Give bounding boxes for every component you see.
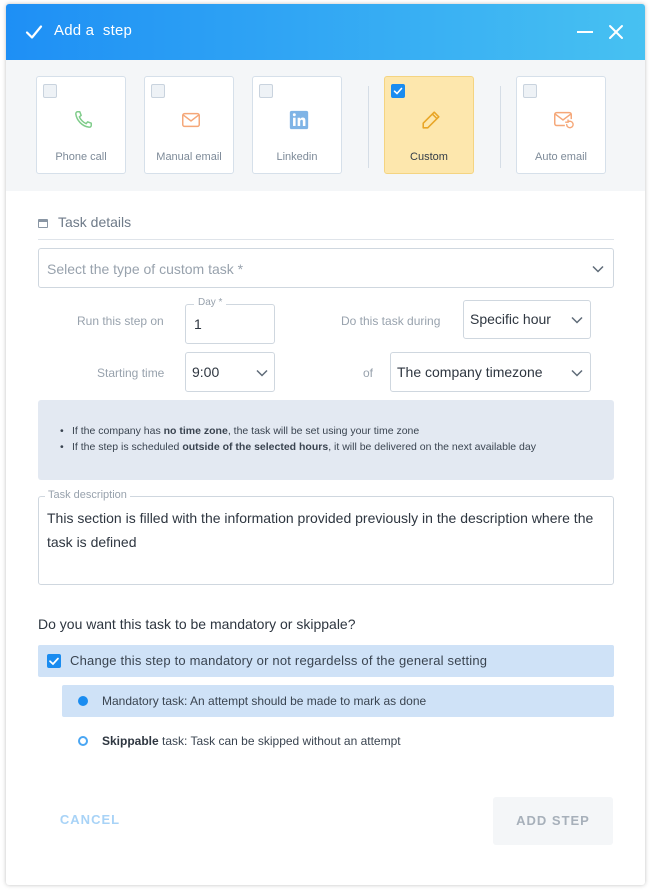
step-type-checkbox[interactable] xyxy=(523,84,537,98)
custom-task-type-placeholder: Select the type of custom task * xyxy=(47,261,244,277)
chevron-down-icon xyxy=(592,265,604,273)
task-description-label: Task description xyxy=(45,489,130,501)
auto-mail-icon xyxy=(552,109,574,131)
pencil-icon xyxy=(420,109,442,131)
chevron-down-icon xyxy=(256,369,268,377)
step-type-label: Phone call xyxy=(55,151,107,163)
timezone-value: The company timezone xyxy=(397,364,543,380)
task-details-title: Task details xyxy=(58,214,132,230)
step-type-label: Custom xyxy=(410,151,448,163)
step-type-label: Auto email xyxy=(535,151,587,163)
radio-unselected[interactable] xyxy=(78,736,88,746)
checkmark-icon xyxy=(392,85,404,97)
starting-time-value: 9:00 xyxy=(192,364,220,380)
step-type-selector xyxy=(6,60,645,191)
task-during-value: Specific hour xyxy=(470,311,551,327)
check-icon xyxy=(24,22,44,42)
day-label: Day * xyxy=(194,297,226,308)
add-step-modal xyxy=(6,4,645,885)
step-type-manual-email[interactable] xyxy=(144,76,234,174)
task-description-field[interactable] xyxy=(38,489,614,585)
step-type-checkbox[interactable] xyxy=(259,84,273,98)
step-type-phone-call[interactable] xyxy=(36,76,126,174)
divider xyxy=(38,239,614,240)
skippable-task-option[interactable] xyxy=(62,725,614,757)
info-line: • If the company has no time zone, the task will be set using your time zone xyxy=(60,423,536,439)
cancel-button[interactable]: CANCEL xyxy=(59,812,121,827)
step-type-auto-email[interactable] xyxy=(516,76,606,174)
starting-time-label: Starting time xyxy=(97,366,165,380)
step-type-label: Linkedin xyxy=(276,151,318,163)
day-input[interactable] xyxy=(185,297,275,344)
mandatory-override-row[interactable] xyxy=(38,645,614,677)
step-type-checkbox[interactable] xyxy=(391,84,405,98)
of-label: of xyxy=(363,366,374,380)
step-type-checkbox[interactable] xyxy=(151,84,165,98)
skippable-task-text: Skippable task: Task can be skipped without an attempt xyxy=(102,734,401,748)
mandatory-override-checkbox[interactable] xyxy=(47,654,61,668)
task-description-text: This section is filled with the information provided previously in the description where the task is defined xyxy=(47,510,594,550)
day-value: 1 xyxy=(194,316,202,332)
step-type-checkbox[interactable] xyxy=(43,84,57,98)
divider xyxy=(500,86,501,168)
chevron-down-icon xyxy=(571,369,583,377)
step-type-custom[interactable] xyxy=(384,76,474,174)
run-step-on-label: Run this step on xyxy=(77,314,164,328)
info-line: • If the step is scheduled outside of the selected hours, it will be delivered on the next available day xyxy=(60,439,536,455)
timezone-select[interactable] xyxy=(390,352,591,392)
task-during-label: Do this task during xyxy=(341,314,441,328)
mail-icon xyxy=(180,109,202,131)
mandatory-question: Do you want this task to be mandatory or skippale? xyxy=(38,616,356,632)
task-details-heading xyxy=(38,214,131,230)
modal-header xyxy=(6,4,645,60)
task-during-select[interactable] xyxy=(463,300,591,339)
minimize-button[interactable] xyxy=(577,31,593,33)
mandatory-task-text: Mandatory task: An attempt should be made to mark as done xyxy=(102,694,427,708)
step-type-linkedin[interactable] xyxy=(252,76,342,174)
close-icon[interactable] xyxy=(608,24,624,40)
step-type-label: Manual email xyxy=(156,151,222,163)
mandatory-override-label: Change this step to mandatory or not regardelss of the general setting xyxy=(70,653,488,668)
mandatory-task-option[interactable] xyxy=(62,685,614,717)
starting-time-select[interactable] xyxy=(185,352,275,392)
phone-icon xyxy=(72,109,94,131)
divider xyxy=(368,86,369,168)
calendar-icon xyxy=(38,219,48,228)
chevron-down-icon xyxy=(571,316,583,324)
custom-task-type-select[interactable] xyxy=(38,248,614,288)
checkmark-icon xyxy=(47,654,61,668)
linkedin-icon xyxy=(288,109,310,131)
add-step-button[interactable]: ADD STEP xyxy=(493,797,613,845)
radio-selected[interactable] xyxy=(78,696,88,706)
modal-title: Add a step xyxy=(54,22,133,39)
info-box xyxy=(38,400,614,480)
